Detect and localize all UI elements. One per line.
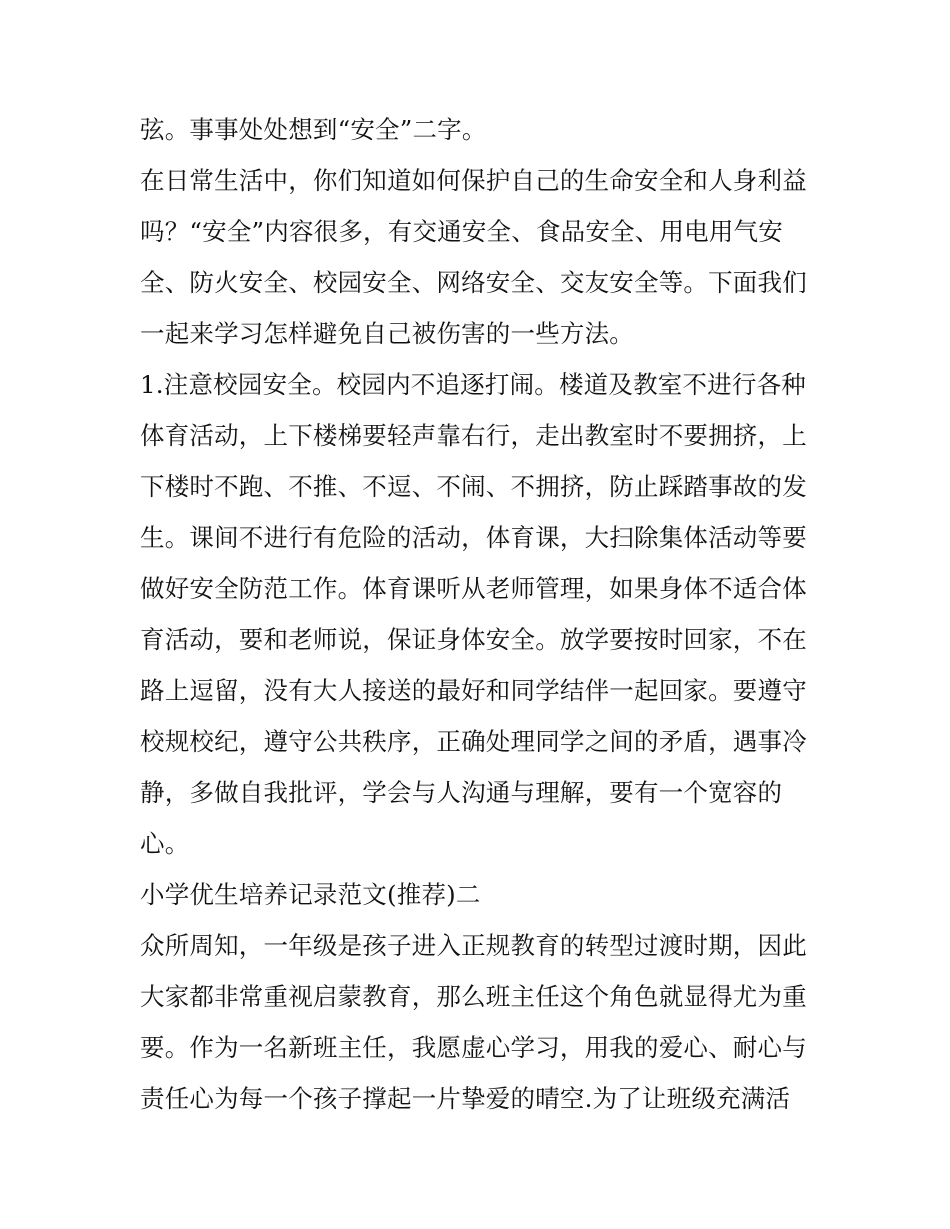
text-line: 吗？“安全”内容很多，有交通安全、食品安全、用电用气安 bbox=[140, 217, 783, 246]
text-line: 要。作为一名新班主任，我愿虚心学习，用我的爱心、耐心与 bbox=[140, 1033, 807, 1062]
document-body bbox=[140, 104, 820, 1124]
text-line: 全、防火安全、校园安全、网络安全、交友安全等。下面我们 bbox=[140, 268, 807, 297]
text-line: 大家都非常重视启蒙教育，那么班主任这个角色就显得尤为重 bbox=[140, 982, 807, 1011]
text-line: 众所周知，一年级是孩子进入正规教育的转型过渡时期，因此 bbox=[140, 931, 807, 960]
text-line: 在日常生活中，你们知道如何保护自己的生命安全和人身利益 bbox=[140, 166, 807, 195]
text-line: 校规校纪，遵守公共秩序，正确处理同学之间的矛盾，遇事冷 bbox=[140, 727, 807, 756]
text-line: 一起来学习怎样避免自己被伤害的一些方法。 bbox=[140, 319, 634, 348]
text-line: 心。 bbox=[140, 829, 190, 858]
text-line: 下楼时不跑、不推、不逗、不闹、不拥挤，防止踩踏事故的发 bbox=[140, 472, 807, 501]
text-line: 生。课间不进行有危险的活动，体育课，大扫除集体活动等要 bbox=[140, 523, 807, 552]
text-line: 做好安全防范工作。体育课听从老师管理，如果身体不适合体 bbox=[140, 574, 807, 603]
text-line: 弦。事事处处想到“安全”二字。 bbox=[140, 115, 487, 144]
text-line: 体育活动，上下楼梯要轻声靠右行，走出教室时不要拥挤，上 bbox=[140, 421, 807, 450]
text-line: 责任心为每一个孩子撑起一片挚爱的晴空.为了让班级充满活 bbox=[140, 1084, 791, 1113]
text-line: 1.注意校园安全。校园内不追逐打闹。楼道及教室不进行各种 bbox=[140, 370, 806, 399]
text-line: 静，多做自我批评，学会与人沟通与理解，要有一个宽容的 bbox=[140, 778, 783, 807]
text-line: 路上逗留，没有大人接送的最好和同学结伴一起回家。要遵守 bbox=[140, 676, 807, 705]
text-line: 育活动，要和老师说，保证身体安全。放学要按时回家，不在 bbox=[140, 625, 807, 654]
section-heading: 小学优生培养记录范文(推荐)二 bbox=[140, 880, 481, 909]
